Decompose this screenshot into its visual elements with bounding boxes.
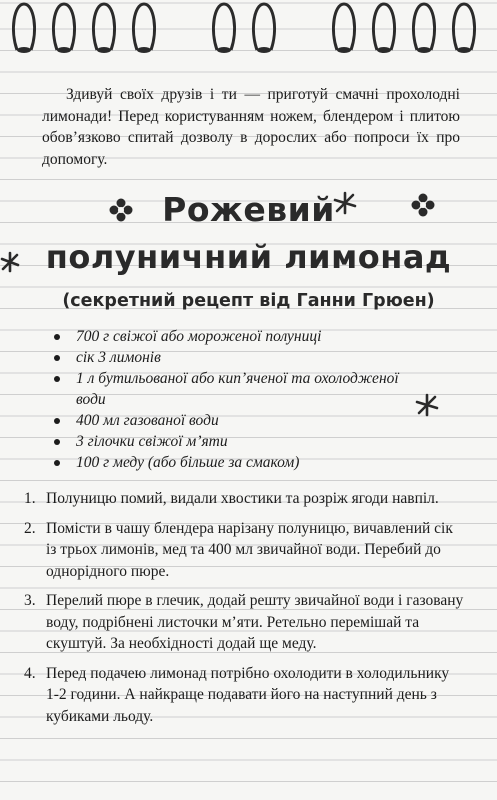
spiral-ring: [373, 4, 394, 50]
ingredients-list: [48, 326, 408, 473]
spiral-ring: [13, 4, 34, 50]
spiral-ring: [253, 4, 274, 50]
recipe-subtitle: (секретний рецепт від Ганни Грюен): [62, 291, 435, 311]
spiral-ring: [133, 4, 154, 50]
spiral-hole: [457, 47, 471, 53]
spiral-hole: [417, 47, 431, 53]
spiral-hole: [57, 47, 71, 53]
steps-list: [24, 488, 464, 735]
ingredient-item: 700 г свіжої або мороженої полуниці: [48, 326, 408, 347]
spiral-hole: [137, 47, 151, 53]
recipe-title-line2: полуничний лимонад: [45, 238, 452, 276]
step-number: 2.: [24, 519, 36, 537]
step-text: Помісти в чашу блендера нарізану полуницю, вичавлений сік із трьох лимонів, мед та 400 мл звичайної води. Перебий до однорідного пюре.: [46, 519, 453, 580]
step-item: [24, 663, 464, 728]
spiral-ring: [93, 4, 114, 50]
step-item: [24, 518, 464, 583]
spiral-hole: [337, 47, 351, 53]
intro-paragraph: Здивуй своїх друзів і ти — приготуй смачні прохолодні лимонади! Перед користуванням ножем, блендером і плитою обов’язково спитай дозволу в дорослих або попроси їх про допомогу.: [42, 86, 460, 168]
spiral-hole: [97, 47, 111, 53]
spiral-hole: [257, 47, 271, 53]
ingredient-item: 100 г меду (або більше за смаком): [48, 452, 408, 473]
spiral-hole: [217, 47, 231, 53]
spiral-ring: [413, 4, 434, 50]
step-item: [24, 590, 464, 655]
spiral-ring: [333, 4, 354, 50]
recipe-title-line1: Рожевий: [162, 190, 335, 229]
step-text: Перед подачею лимонад потрібно охолодити в холодильнику 1-2 години. А найкраще подавати його на наступний день з кубиками льоду.: [46, 664, 450, 725]
spiral-ring: [53, 4, 74, 50]
spiral-hole: [377, 47, 391, 53]
spiral-hole: [17, 47, 31, 53]
spiral-ring: [453, 4, 474, 50]
star-doodle-icon: [414, 392, 440, 418]
step-text: Полуницю помий, видали хвостики та розріж ягоди навпіл.: [46, 490, 439, 507]
spiral-binding-icon: [0, 0, 497, 56]
ingredient-item: 400 мл газованої води: [48, 410, 408, 431]
ingredient-item: 3 гілочки свіжої м’яти: [48, 431, 408, 452]
step-number: 3.: [24, 592, 36, 609]
step-item: [24, 488, 464, 510]
step-number: 1.: [24, 490, 36, 507]
spiral-ring: [213, 4, 234, 50]
step-number: 4.: [24, 664, 36, 682]
step-text: Перелий пюре в глечик, додай решту звичайної води і газовану воду, подрібнені листочки м’яти. Ретельно перемішай та скуштуй. За необхідності додай ще меду.: [46, 592, 464, 652]
ingredient-item: 1 л бутильованої або кип’яченої та охолодженої води: [48, 368, 408, 410]
ingredient-item: сік 3 лимонів: [48, 347, 408, 368]
